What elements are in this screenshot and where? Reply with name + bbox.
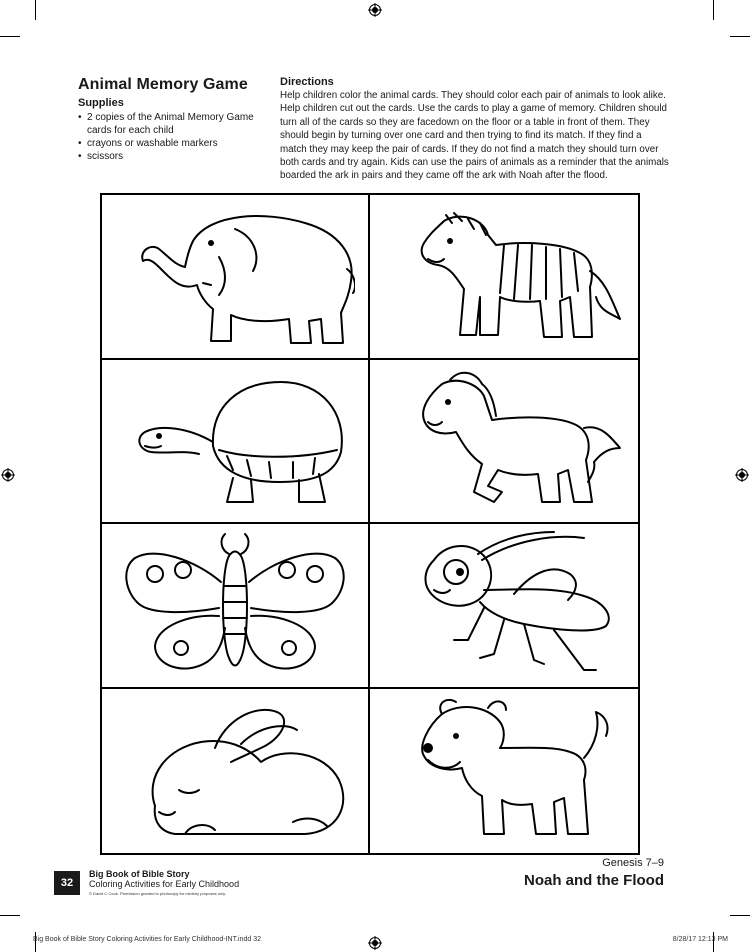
butterfly-icon (115, 530, 355, 680)
elephant-icon (115, 201, 355, 351)
animal-card-grid (100, 193, 640, 855)
zebra-icon (384, 201, 624, 351)
registration-mark-icon (368, 3, 382, 17)
book-title-line2: Coloring Activities for Early Childhood (89, 879, 240, 889)
supplies-item: • 2 copies of the Animal Memory Game cards for each child (78, 111, 263, 137)
grasshopper-icon (384, 530, 624, 680)
registration-mark-icon (368, 936, 382, 950)
scripture-reference: Genesis 7–9 (602, 857, 664, 869)
crop-mark (0, 36, 20, 37)
directions-text: Help children color the animal cards. They should color each pair of animals to look alike. Help children cut out the cards. Use the cards to play a game of memory. Children should turn all of the cards so they are facedown on the floor or a table in front of them. They should begin by turning over one card and then trying to find its match. If they find a match they may keep the pair of cards. If they do not find a match they should turn over both cards and try again. Kids can use the pairs of animals as a reminder that the animals boarded the ark in pairs and they came off the ark with Noah after the flood. (280, 90, 669, 182)
card-dog (370, 689, 638, 854)
card-rabbit (102, 689, 370, 854)
rabbit-icon (115, 696, 355, 846)
supplies-item: • crayons or washable markers (78, 137, 263, 150)
crop-mark (0, 915, 20, 916)
print-slug-filename: Big Book of Bible Story Coloring Activities for Early Childhood-INT.indd 32 (33, 936, 261, 943)
crop-mark (730, 915, 750, 916)
card-turtle (102, 360, 370, 525)
card-elephant (102, 195, 370, 360)
supplies-list (78, 111, 263, 163)
print-slug-timestamp: 8/28/17 12:13 PM (672, 936, 728, 943)
supplies-heading: Supplies (78, 97, 124, 109)
dog-icon (384, 696, 624, 846)
supplies-item: • scissors (78, 150, 263, 163)
card-horse (370, 360, 638, 525)
crop-mark (35, 0, 36, 20)
card-zebra (370, 195, 638, 360)
card-grasshopper (370, 524, 638, 689)
card-butterfly (102, 524, 370, 689)
registration-mark-icon (735, 468, 749, 482)
horse-icon (384, 366, 624, 516)
story-title: Noah and the Flood (524, 872, 664, 889)
directions-heading: Directions (280, 76, 334, 88)
page-title: Animal Memory Game (78, 76, 248, 93)
registration-mark-icon (1, 468, 15, 482)
crop-mark (713, 0, 714, 20)
crop-mark (730, 36, 750, 37)
copyright-notice: © David C Cook. Permission granted to photocopy for ministry purposes only. (89, 891, 226, 896)
book-title-line1: Big Book of Bible Story (89, 869, 190, 879)
page-number: 32 (54, 871, 80, 895)
turtle-icon (115, 366, 355, 516)
